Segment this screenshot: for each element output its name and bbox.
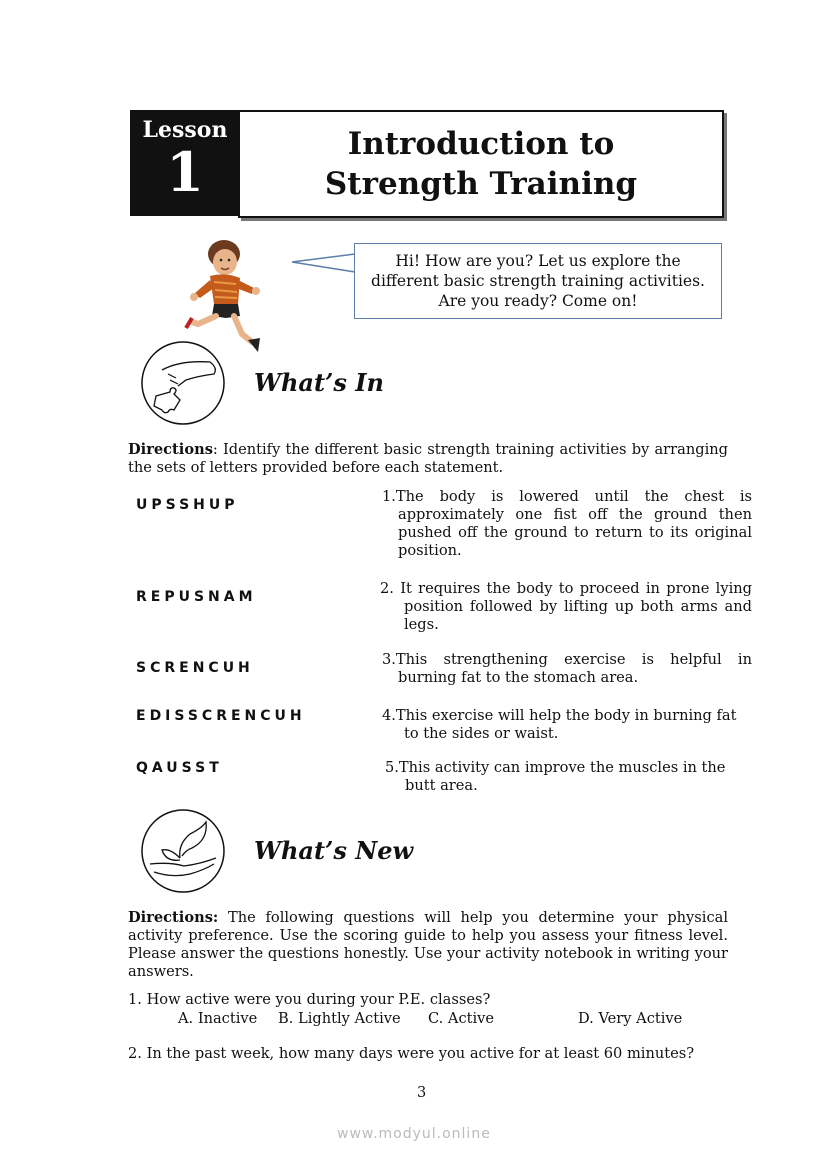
- statement: [382, 707, 752, 743]
- statement-text: 2. It requires the body to proceed in prone lying position followed by lifting up both arms and legs.: [380, 580, 752, 633]
- statement-text: 3.This strengthening exercise is helpful in burning fat to the stomach area.: [382, 651, 752, 686]
- q1-option-c: C. Active: [428, 1010, 495, 1027]
- q1-option-d: D. Very Active: [578, 1010, 683, 1027]
- lesson-title-line2: Strength Training: [324, 166, 638, 202]
- lesson-number: 1: [166, 140, 204, 204]
- bubble-line-2: different basic strength training activities.: [371, 272, 705, 290]
- whats-new-title: What’s New: [254, 836, 414, 865]
- lesson-badge: [130, 110, 240, 216]
- speech-bubble-tail: [290, 250, 356, 280]
- running-kid-illustration: [180, 236, 270, 356]
- directions-text: The following questions will help you determine your physical activity preference. Use the scoring guide to help you assess your fitness level. Please answer the questions honestly. Use your activity notebook in writing your answers.: [128, 909, 728, 980]
- whats-new-directions: [128, 909, 728, 981]
- statement: [385, 759, 745, 795]
- lesson-label: Lesson: [142, 117, 228, 143]
- page-number: 3: [417, 1084, 427, 1101]
- lesson-title-box: [238, 110, 724, 218]
- puzzle-hand-icon: [140, 340, 226, 426]
- scrambled-word: EDISSCRENCUH: [136, 708, 306, 724]
- lesson-title-line1: Introduction to: [347, 126, 615, 162]
- q1-option-a: A. Inactive: [178, 1010, 258, 1027]
- question-1: 1. How active were you during your P.E. classes?: [128, 991, 491, 1008]
- directions-label: Directions: [128, 441, 213, 458]
- whats-in-title: What’s In: [254, 368, 384, 397]
- scrambled-word: SCRENCUH: [136, 660, 254, 676]
- speech-bubble: [354, 243, 722, 319]
- directions-label: Directions:: [128, 909, 219, 926]
- q1-option-b: B. Lightly Active: [278, 1010, 401, 1027]
- bubble-line-1: Hi! How are you? Let us explore the: [395, 252, 681, 270]
- scrambled-word: UPSSHUP: [136, 497, 239, 513]
- footer-watermark-url[interactable]: www.modyul.online: [337, 1126, 491, 1142]
- question-2: 2. In the past week, how many days were you active for at least 60 minutes?: [128, 1045, 695, 1062]
- statement-text: 1.The body is lowered until the chest is approximately one fist off the ground then pushed off the ground to return to its original position.: [382, 488, 752, 559]
- statement: [380, 580, 752, 634]
- seedling-hand-icon: [140, 808, 226, 894]
- statement-text: 4.This exercise will help the body in burning fat to the sides or waist.: [382, 707, 737, 742]
- scrambled-word: REPUSNAM: [136, 589, 257, 605]
- whats-in-directions: [128, 441, 728, 477]
- statement: [382, 488, 752, 560]
- directions-text: : Identify the different basic strength training activities by arranging the sets of letters provided before each statement.: [128, 441, 728, 476]
- lesson-title: [325, 124, 637, 204]
- bubble-line-3: Are you ready? Come on!: [438, 292, 638, 310]
- statement: [382, 651, 752, 687]
- scrambled-word: QAUSST: [136, 760, 223, 776]
- statement-text: 5.This activity can improve the muscles in the butt area.: [385, 759, 726, 794]
